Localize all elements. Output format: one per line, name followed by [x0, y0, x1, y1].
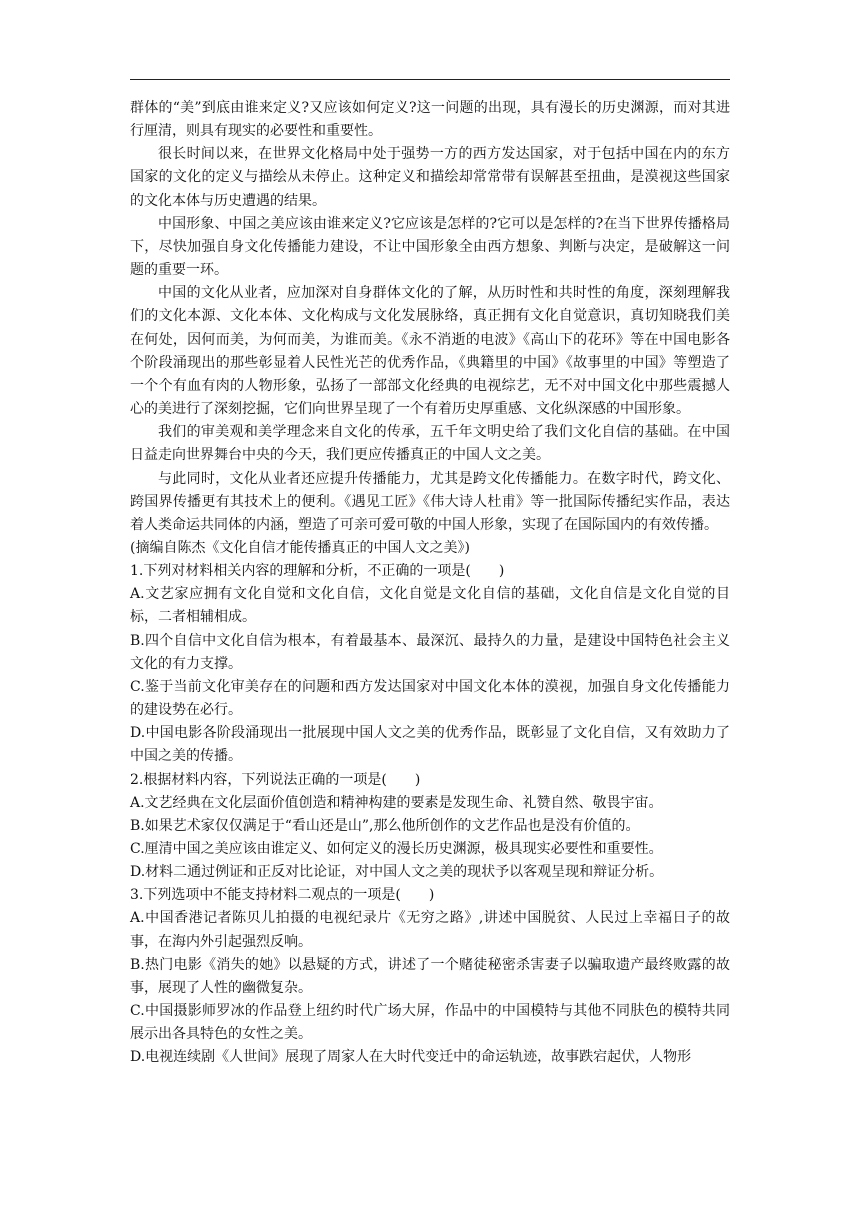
paragraph: D.电视连续剧《人世间》展现了周家人在大时代变迁中的命运轨迹，故事跌宕起伏，人物形	[130, 1049, 692, 1066]
paragraph: 我们的审美观和美学理念来自文化的传承，五千年文明史给了我们文化自信的基础。在中国日益走向世界舞台中央的今天，我们更应传播真正的中国人文之美。	[130, 424, 730, 464]
paragraph: A.中国香港记者陈贝儿拍摄的电视纪录片《无穷之路》,讲述中国脱贫、人民过上幸福日子的故事，在海内外引起强烈反响。	[130, 910, 730, 950]
header-rule	[130, 79, 730, 80]
paragraph: B.热门电影《消失的她》以悬疑的方式，讲述了一个赌徒秘密杀害妻子以骗取遗产最终败露的故事，展现了人性的幽微复杂。	[130, 956, 730, 996]
paragraph: 3.下列选项中不能支持材料二观点的一项是( )	[130, 887, 435, 904]
paragraph: (摘编自陈杰《文化自信才能传播真正的中国人文之美》)	[130, 539, 470, 556]
paragraph: 2.根据材料内容，下列说法正确的一项是( )	[130, 771, 421, 788]
paragraph: C.中国摄影师罗冰的作品登上纽约时代广场大屏，作品中的中国模特与其他不同肤色的模特共同展示出各具特色的女性之美。	[130, 1003, 730, 1043]
paragraph: 1.下列对材料相关内容的理解和分析，不正确的一项是( )	[130, 563, 505, 580]
paragraph: 与此同时，文化从业者还应提升传播能力，尤其是跨文化传播能力。在数字时代，跨文化、跨国界传播更有其技术上的便利。《遇见工匠》《伟大诗人杜甫》等一批国际传播纪实作品，表达着人类命运共同体的内涵，塑造了可亲可爱可敬的中国人形象，实现了在国际国内的有效传播。	[130, 470, 730, 533]
paragraph: A.文艺经典在文化层面价值创造和精神构建的要素是发现生命、礼赞自然、敬畏宇宙。	[130, 794, 663, 811]
paragraph: 群体的“美”到底由谁来定义?又应该如何定义?这一问题的出现，具有漫长的历史渊源，而对其进行厘清，则具有现实的必要性和重要性。	[130, 100, 730, 140]
paragraph: C.厘清中国之美应该由谁定义、如何定义的漫长历史渊源，极具现实必要性和重要性。	[130, 841, 663, 857]
paragraph: 很长时间以来，在世界文化格局中处于强势一方的西方发达国家，对于包括中国在内的东方国家的文化的定义与描绘从未停止。这种定义和描绘却常常带有误解甚至扭曲，是漠视这些国家的文化本体与历史遭遇的结果。	[130, 146, 730, 209]
paragraph: A.文艺家应拥有文化自觉和文化自信，文化自觉是文化自信的基础，文化自信是文化自觉的目标，二者相辅相成。	[130, 586, 730, 626]
paragraph: D.中国电影各阶段涌现出一批展现中国人文之美的优秀作品，既彰显了文化自信，又有效助力了中国之美的传播。	[130, 725, 730, 765]
document-body	[130, 97, 730, 1070]
paragraph: B.四个自信中文化自信为根本，有着最基本、最深沉、最持久的力量，是建设中国特色社会主义文化的有力支撑。	[130, 632, 730, 672]
paragraph: 中国的文化从业者，应加深对自身群体文化的了解，从历时性和共时性的角度，深刻理解我们的文化本源、文化本体、文化构成与文化发展脉络，真正拥有文化自觉意识，真切知晓我们美在何处，因何而美，为何而美，为谁而美。《永不消逝的电波》《高山下的花环》等在中国电影各个阶段涌现出的那些彰显着人民性光芒的优秀作品，《典籍里的中国》《故事里的中国》等塑造了一个个有血有肉的人物形象，弘扬了一部部文化经典的电视综艺，无不对中国文化中那些震撼人心的美进行了深刻挖掘，它们向世界呈现了一个有着历史厚重感、文化纵深感的中国形象。	[130, 285, 730, 418]
paragraph: B.如果艺术家仅仅满足于“看山还是山”,那么他所创作的文艺作品也是没有价值的。	[130, 817, 640, 834]
paragraph: 中国形象、中国之美应该由谁来定义?它应该是怎样的?它可以是怎样的?在当下世界传播格局下，尽快加强自身文化传播能力建设，不让中国形象全由西方想象、判断与决定，是破解这一问题的重要一环。	[130, 215, 730, 279]
paragraph: D.材料二通过例证和正反对比论证，对中国人文之美的现状予以客观呈现和辩证分析。	[130, 864, 664, 881]
paragraph: C.鉴于当前文化审美存在的问题和西方发达国家对中国文化本体的漠视，加强自身文化传播能力的建设势在必行。	[130, 678, 730, 719]
